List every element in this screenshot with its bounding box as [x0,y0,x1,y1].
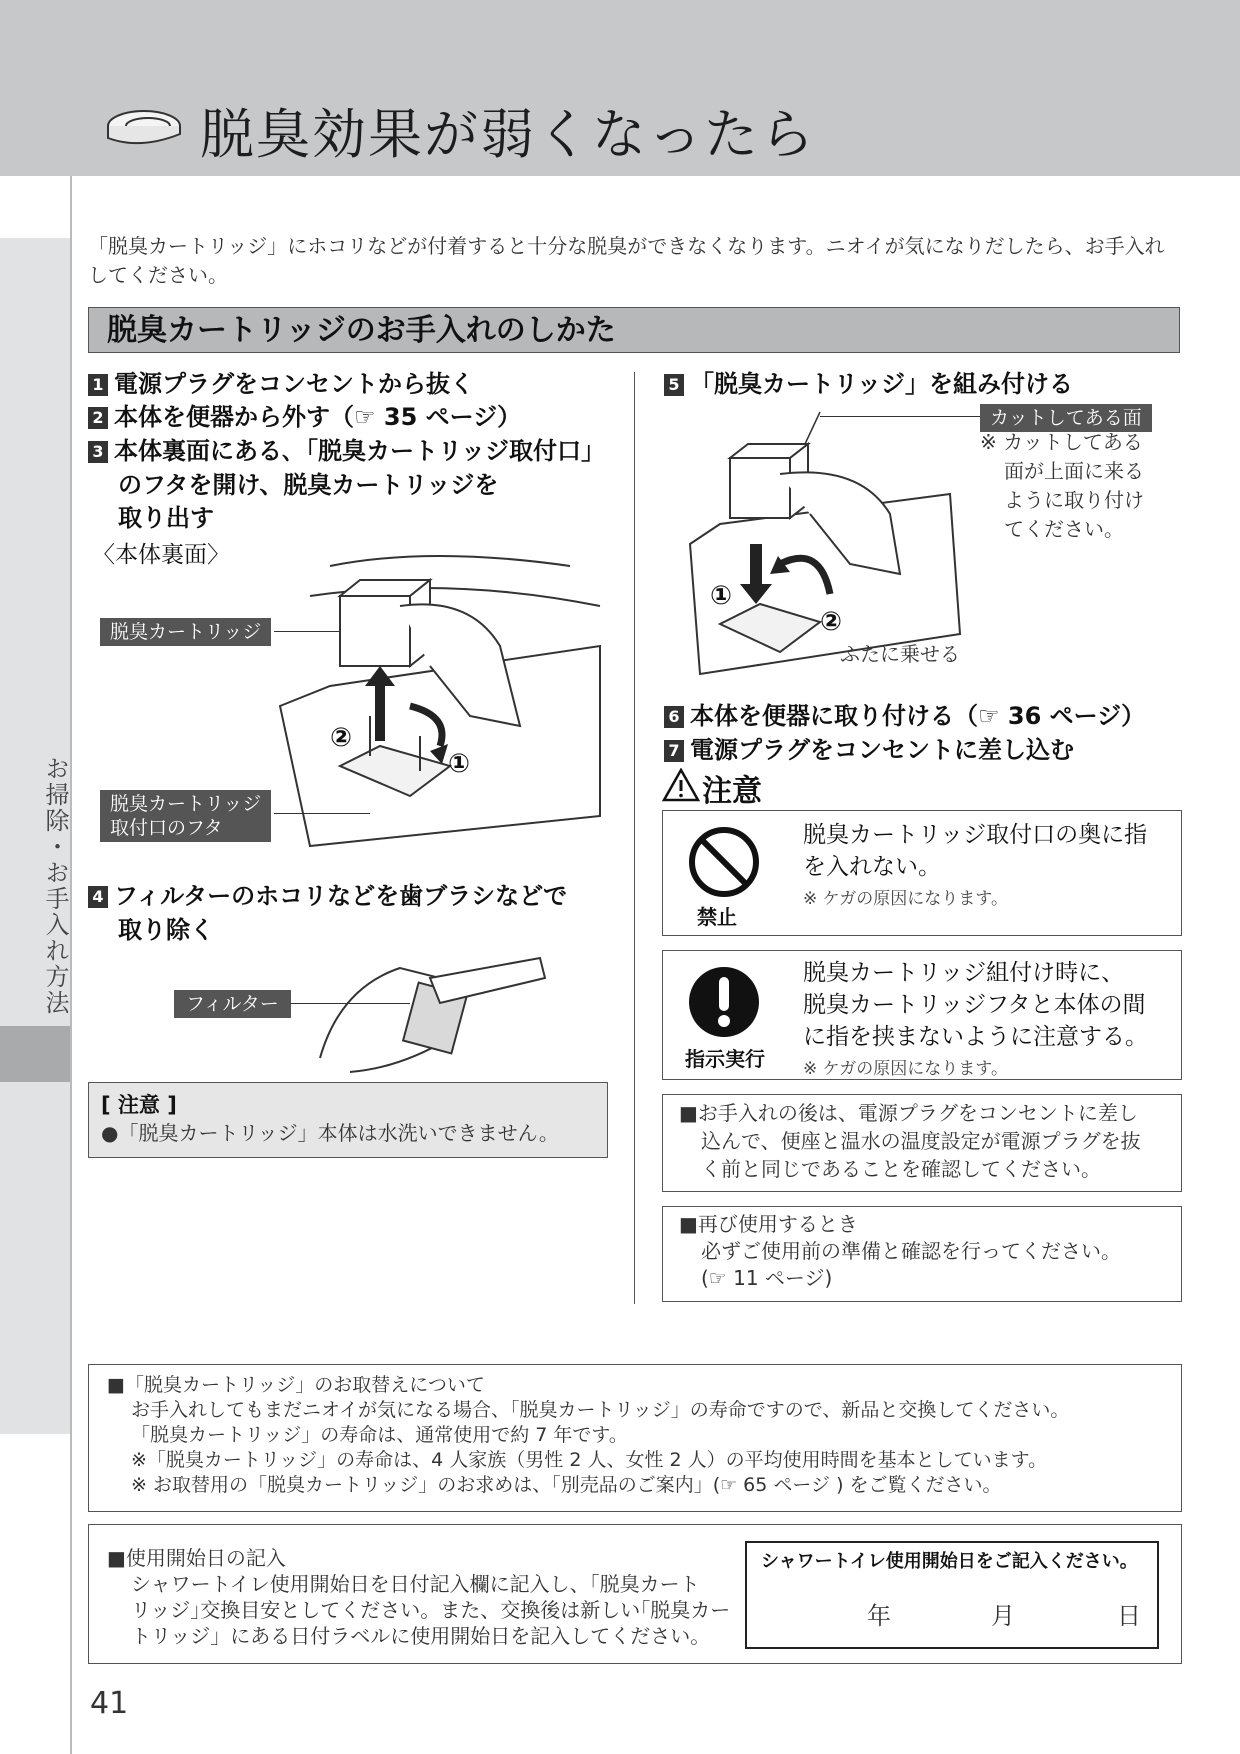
instruction-line1: 脱臭カートリッジ組付け時に、 [803,960,1125,986]
month-label: 月 [991,1602,1015,1630]
after-care-line2: 込んで、便座と温水の温度設定が電源プラグを抜 [701,1129,1141,1153]
replacement-box [88,1364,1182,1512]
reuse-line2: 必ずご使用前の準備と確認を行ってください。 [701,1239,1121,1263]
cut-face-note-line3: ように取り付け [1004,488,1144,512]
reuse-line3: (☞ 11 ページ) [701,1266,833,1290]
figure-mark-1: ① [448,749,471,779]
step-3-line3: 取り出す [118,504,214,532]
start-date-line4: トリッジ」にある日付ラベルに使用開始日を記入してください。 [131,1624,711,1648]
figure-mark-2: ② [330,723,353,753]
warning-triangle-icon [662,768,700,802]
step-number: 7 [664,740,684,762]
start-date-line2: シャワートイレ使用開始日を日付記入欄に記入し、「脱臭カート [131,1572,700,1596]
step-4 [88,880,567,912]
caution-title: 注意 [702,774,762,809]
column-divider [634,372,635,1304]
after-care-box [662,1094,1182,1192]
start-date-box [88,1524,1182,1664]
start-date-line1: ■使用開始日の記入 [107,1546,286,1570]
cut-face-note [980,428,1144,544]
leader-line [290,1003,410,1004]
reuse-line1: ■再び使用するとき [679,1212,858,1236]
step-number: 3 [88,441,108,463]
label-lid-line1: 脱臭カートリッジ [110,793,262,815]
leader-line [820,416,980,417]
cut-face-note-line2: 面が上面に来る [1004,459,1144,483]
day-label: 日 [1117,1602,1141,1630]
step-number: 4 [88,886,108,908]
prohibition-note: ※ ケガの原因になります。 [803,889,1008,909]
label-filter: フィルター [174,990,291,1018]
step-7 [664,734,1074,766]
step-3-line2: のフタを開け、脱臭カートリッジを [118,471,499,499]
start-date-line3: リッジ｣交換目安としてください。また、交換後は新しい｢脱臭カー [131,1598,731,1622]
instruction-text [803,957,1148,1085]
after-care-line1: ■お手入れの後は、電源プラグをコンセントに差し [679,1101,1138,1125]
step-text: 電源プラグをコンセントに差し込む [690,736,1074,764]
date-entry-title: シャワートイレ使用開始日をご記入ください。 [761,1551,1138,1572]
replacement-line5: ※ お取替用の「脱臭カートリッジ」のお求めは、「別売品のご案内」(☞ 65 ページ ) をご覧ください。 [131,1474,1002,1496]
label-cartridge: 脱臭カートリッジ [100,618,271,646]
after-care-line3: く前と同じであることを確認してください。 [701,1157,1101,1181]
figure-mark-1: ① [710,581,733,611]
replacement-line3: 「脱臭カートリッジ」の寿命は、通常使用で約 7 年です。 [131,1424,628,1446]
step-number: 2 [88,407,108,429]
step-text: 「脱臭カートリッジ」を組み付ける [690,370,1074,398]
step-text: 本体を便器から外す（☞ 35 ページ） [114,403,522,431]
replacement-line2: お手入れしてもまだニオイが気になる場合、「脱臭カートリッジ」の寿命ですので、新品と交換してください。 [131,1399,1070,1421]
page-number: 41 [90,1686,129,1721]
prohibition-line2: を入れない。 [803,854,941,880]
side-tab-lower [0,1082,70,1434]
replacement-line1: ■「脱臭カートリッジ」のお取替えについて [107,1374,485,1396]
side-tab-marker [0,1026,70,1082]
step-number: 1 [88,374,108,396]
year-label: 年 [867,1602,891,1630]
lid-label: ふたに乗せる [840,642,960,666]
step-5 [664,368,1073,400]
step-text: フィルターのホコリなどを歯ブラシなどで [114,882,568,910]
step-1 [88,368,474,400]
label-lid [100,790,271,842]
replacement-line4: ※「脱臭カートリッジ」の寿命は、4 人家族（男性 2 人、女性 2 人）の平均使用時間を基本としています。 [131,1449,1048,1471]
step-2 [88,401,521,433]
wash-caution-box [88,1082,608,1158]
leader-line [274,631,340,632]
instruction-box [662,950,1182,1080]
step-text: 電源プラグをコンセントから抜く [114,370,474,398]
section-heading: 脱臭カートリッジのお手入れのしかた [88,307,1180,353]
step-4-line2: 取り除く [118,916,214,944]
instruction-note: ※ ケガの原因になります。 [803,1059,1008,1079]
intro-text: 「脱臭カートリッジ」にホコリなどが付着すると十分な脱臭ができなくなります。ニオイが気になりだしたら、お手入れしてください。 [88,234,1165,287]
mandatory-action-icon [687,965,761,1039]
label-cut-face: カットしてある面 [980,404,1152,432]
step-text: 本体を便器に取り付ける（☞ 36 ページ） [690,702,1146,730]
prohibition-line1: 脱臭カートリッジ取付口の奥に指 [803,822,1148,848]
prohibition-box [662,810,1182,936]
label-lid-line2: 取付口のフタ [110,817,223,839]
page-title: 脱臭効果が弱くなったら [200,103,816,166]
wash-caution-title: [ 注意 ] [101,1093,177,1117]
figure-mark-2: ② [820,607,843,637]
toilet-seat-icon [100,104,184,152]
step-number: 6 [664,706,684,728]
cartridge-removal-illustration [270,536,610,866]
instruction-line3: に指を挟まないように注意する。 [803,1024,1148,1050]
step-number: 5 [664,374,684,396]
prohibited-icon-label: 禁止 [697,905,737,929]
prohibition-text [803,819,1147,915]
cut-face-note-line1: ※ カットしてある [980,430,1143,454]
start-date-instructions [107,1545,747,1649]
step-3 [88,435,605,467]
step-text: 本体裏面にある､「脱臭カートリッジ取付口」 [114,437,606,465]
cut-face-note-line4: てください。 [1004,517,1124,541]
figure-caption: 〈本体裏面〉 [92,542,230,568]
leader-line [274,813,370,814]
instruction-line2: 脱臭カートリッジフタと本体の間 [803,992,1146,1018]
prohibited-icon [687,825,761,899]
filter-brush-illustration [300,948,550,1074]
step-6 [664,700,1145,732]
reuse-box [662,1206,1182,1302]
wash-caution-text: ●「脱臭カートリッジ」本体は水洗いできません。 [101,1121,559,1145]
side-tab-label: お掃除・お手入れ方法 [41,756,69,1016]
date-entry-field[interactable] [745,1541,1159,1649]
mandatory-icon-label: 指示実行 [685,1047,765,1071]
